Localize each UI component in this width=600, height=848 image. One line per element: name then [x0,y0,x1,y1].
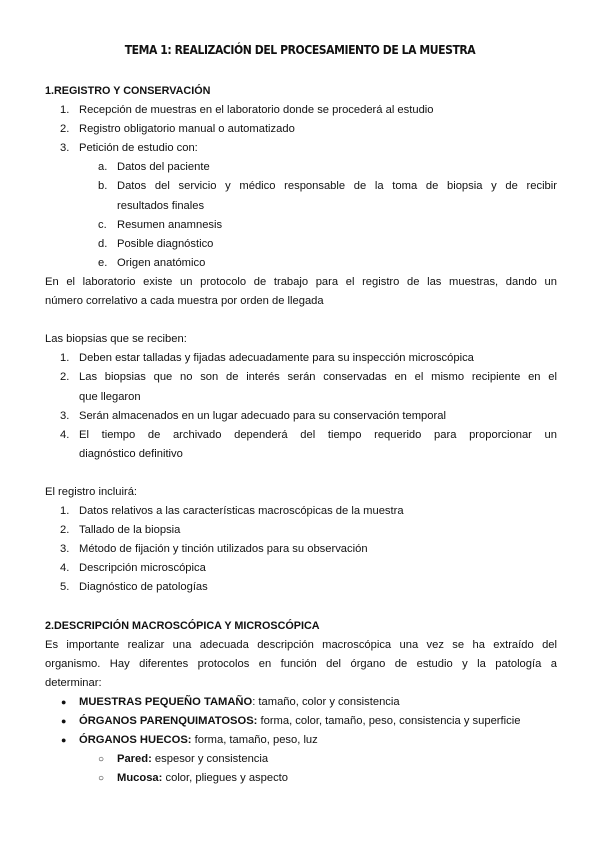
list-item: 1. Datos relativos a las características macroscópicas de la muestra [60,505,404,518]
paragraph-line: Es importante realizar una adecuada descripción macroscópica una vez se ha extraído del [45,638,557,651]
list-item-continuation: diagnóstico definitivo [79,447,183,460]
sub-list-item: e. Origen anatómico [98,256,206,269]
bullet-icon: ● [61,697,67,707]
list-item: 2. Tallado de la biopsia [60,524,181,537]
paragraph-line: En el laboratorio existe un protocolo de trabajo para el registro de las muestras, dando un [45,275,557,288]
sub-list-item: d. Posible diagnóstico [98,237,214,250]
sub-list-item: b. Datos del servicio y médico responsable de la toma de biopsia y de recibir [98,180,557,193]
paragraph-line: organismo. Hay diferentes protocolos en función del órgano de estudio y la patología a [45,657,557,670]
bullet-item: ● ÓRGANOS PARENQUIMATOSOS: forma, color, tamaño, peso, consistencia y superficie [45,712,557,731]
sub-bullet-item: ○ Pared: espesor y consistencia [45,750,557,769]
section-2-heading: 2.DESCRIPCIÓN MACROSCÓPICA Y MICROSCÓPICA [45,619,320,632]
list-item: 1. Recepción de muestras en el laboratorio donde se procederá al estudio [60,104,434,117]
list-item: 5. Diagnóstico de patologías [60,581,208,594]
list-item: 3. Método de fijación y tinción utilizados para su observación [60,543,368,556]
list-item: 4. El tiempo de archivado dependerá del tiempo requerido para proporcionar un [60,428,557,441]
list-item: 3. Petición de estudio con: [60,142,198,155]
sub-list-item: a. Datos del paciente [98,161,210,174]
bullet-icon: ● [61,735,67,746]
sub-list-item-continuation: resultados finales [117,199,205,212]
list-item: 3. Serán almacenados en un lugar adecuado para su conservación temporal [60,409,446,422]
circle-bullet-icon: ○ [98,754,105,766]
list-item: 2. Las biopsias que no son de interés serán conservadas en el mismo recipiente en el [60,371,557,384]
paragraph-line: determinar: [45,676,102,689]
list-item-continuation: que llegaron [79,390,141,403]
biopsias-intro: Las biopsias que se reciben: [45,333,187,346]
section-1-heading: 1.REGISTRO Y CONSERVACIÓN [45,85,211,97]
sub-bullet-item: ○ Mucosa: color, pliegues y aspecto [45,769,557,788]
list-item: 4. Descripción microscópica [60,562,206,575]
sub-list-item: c. Resumen anamnesis [98,218,223,231]
paragraph-line: número correlativo a cada muestra por orden de llegada [45,295,324,308]
circle-bullet-icon: ○ [98,773,105,785]
list-item: 2. Registro obligatorio manual o automatizado [60,123,295,136]
list-item: 1. Deben estar talladas y fijadas adecuadamente para su inspección microscópica [60,352,474,365]
registro-intro: El registro incluirá: [45,485,138,498]
bullet-item: ● ÓRGANOS HUECOS: forma, tamaño, peso, luz [45,731,557,750]
bullet-item: ● MUESTRAS PEQUEÑO TAMAÑO: tamaño, color y consistencia [45,693,557,712]
document-body [45,82,557,788]
bullet-icon: ● [61,716,67,727]
page-title: TEMA 1: REALIZACIÓN DEL PROCESAMIENTO DE LA MUESTRA [124,42,476,57]
